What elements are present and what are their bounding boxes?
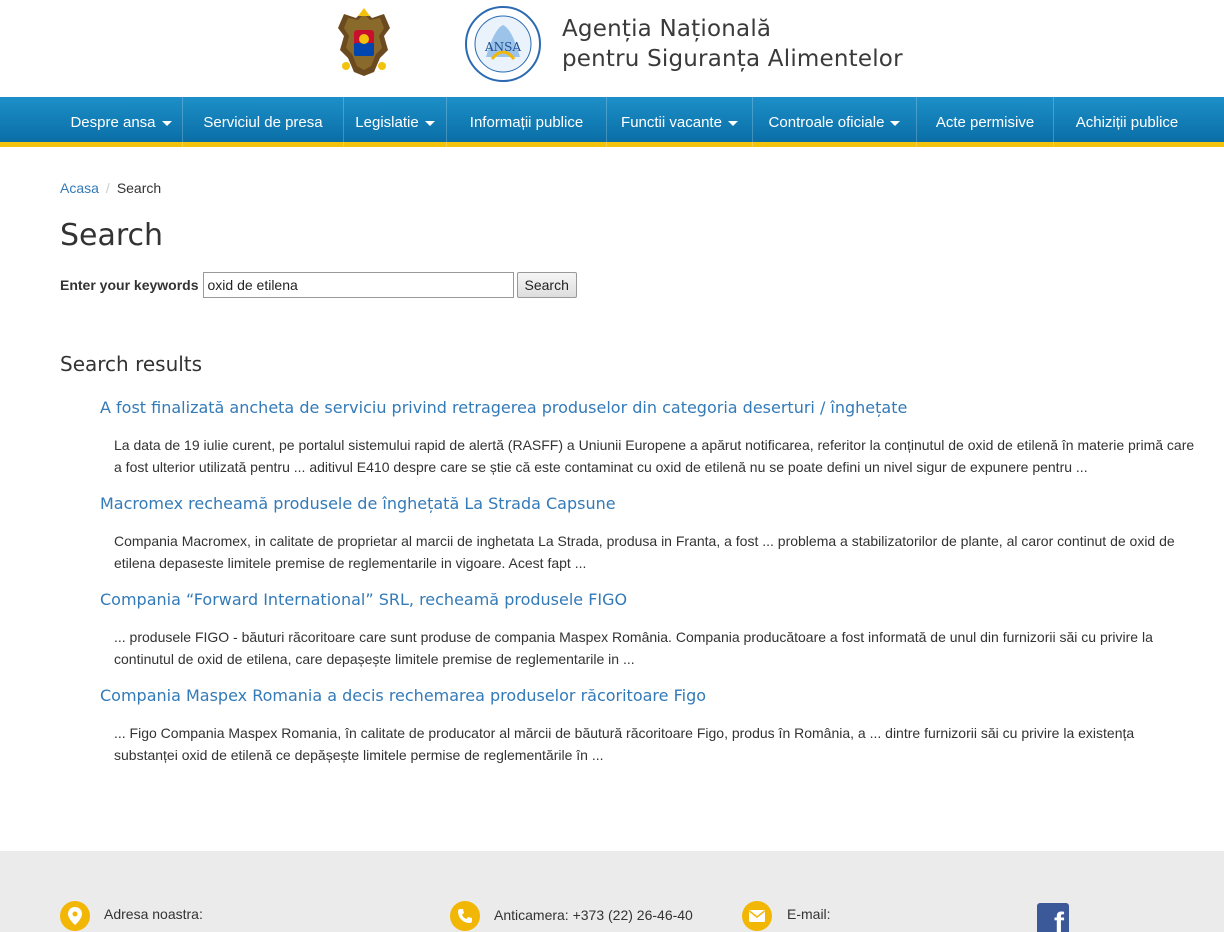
footer-address-label: Adresa noastra: (104, 906, 203, 922)
search-form (60, 272, 577, 298)
search-result-title-link[interactable]: Compania Maspex Romania a decis rechemarea produselor răcoritoare Figo (100, 686, 707, 705)
envelope-icon (742, 901, 772, 931)
nav-item-label: Informații publice (469, 113, 584, 131)
caret-down-icon (728, 121, 738, 126)
search-result-title-link[interactable]: Compania “Forward International” SRL, recheamă produsele FIGO (100, 590, 628, 609)
breadcrumb-separator: / (105, 180, 110, 196)
phone-icon (450, 901, 480, 931)
nav-item-acte-permisive[interactable] (917, 97, 1054, 147)
search-result-snippet: Compania Macromex, in calitate de proprietar al marcii de inghetata La Strada, produsa in Franta, a fost ... problema a stabilizatorilor de plante, al caror continut de oxid de etilena depaseste limitele premise de reglementarile in vigoare. Acest fapt ... (114, 533, 1175, 571)
nav-item-serviciul-de-presa[interactable] (183, 97, 344, 147)
caret-down-icon (425, 121, 435, 126)
nav-item-functii-vacante[interactable] (607, 97, 753, 147)
ansa-logo-icon[interactable] (464, 5, 542, 83)
nav-item-label: Serviciul de presa (203, 113, 323, 131)
breadcrumb-current: Search (116, 180, 162, 196)
page-title: Search (60, 218, 164, 253)
agency-title[interactable] (562, 14, 903, 74)
results-heading: Search results (60, 352, 203, 376)
search-result-title-link[interactable]: A fost finalizată ancheta de serviciu privind retragerea produselor din categoria deserturi / înghețate (100, 398, 908, 417)
site-header (0, 0, 1224, 97)
breadcrumb (60, 180, 161, 196)
nav-item-label: Controale oficiale (768, 113, 885, 131)
footer-email-label: E-mail: (787, 906, 831, 922)
facebook-icon-glyph: f (1054, 907, 1064, 932)
nav-item-controale-oficiale[interactable] (753, 97, 917, 147)
nav-item-despre-ansa[interactable] (60, 97, 183, 147)
search-result-snippet: ... Figo Compania Maspex Romania, în calitate de producator al mărcii de băutură răcoritoare Figo, produs în România, a ... dintre furnizorii săi cu privire la existența substanței oxid de etilenă ce depășește limitele permise de reglementările în ... (114, 725, 1135, 763)
search-result-item (100, 396, 1200, 478)
breadcrumb-home-link[interactable]: Acasa (60, 180, 99, 196)
main-nav (0, 97, 1224, 147)
search-result-item (100, 492, 1200, 574)
nav-item-achizitii-publice[interactable] (1054, 97, 1200, 147)
footer-phone: Anticamera: +373 (22) 26-46-40 (494, 907, 693, 923)
nav-item-label: Despre ansa (70, 113, 156, 131)
nav-item-label: Functii vacante (621, 113, 722, 131)
search-button[interactable]: Search (517, 272, 577, 298)
search-result-title-link[interactable]: Macromex recheamă produsele de înghețată La Strada Capsune (100, 494, 616, 513)
nav-item-informatii-publice[interactable] (447, 97, 607, 147)
search-result-snippet: ... produsele FIGO - băuturi răcoritoare care sunt produse de compania Maspex România. Compania producătoare a fost informată de unul din furnizorii săi cu privire la continutul de oxid de etilena, care depașește limitele premise de reglementarile in ... (114, 629, 1153, 667)
nav-item-label: Legislatie (355, 113, 419, 131)
nav-menu (60, 97, 1200, 147)
search-result-item (100, 684, 1200, 766)
nav-item-legislatie[interactable] (344, 97, 447, 147)
search-result-item (100, 588, 1200, 670)
nav-item-label: Acte permisive (935, 113, 1035, 131)
search-results-list (100, 396, 1200, 780)
ansa-logo-text: ANSA (484, 40, 522, 54)
caret-down-icon (162, 121, 172, 126)
search-input[interactable] (203, 272, 514, 298)
agency-title-line1: Agenția Națională (562, 16, 772, 42)
coat-of-arms-icon[interactable] (334, 6, 394, 80)
location-pin-icon (60, 901, 90, 931)
search-label: Enter your keywords (60, 277, 199, 293)
agency-title-line2: pentru Siguranța Alimentelor (562, 46, 903, 72)
search-result-snippet: La data de 19 iulie curent, pe portalul sistemului rapid de alertă (RASFF) a Uniunii Europene a apărut notificarea, referitor la conținutul de oxid de etilenă în materie primă care a fost ulterior utilizată pentru ... aditivul E410 despre care se știe că este contaminat cu oxid de etilenă nu se poate defini un nivel sigur de expunere pentru ... (114, 437, 1195, 475)
facebook-icon[interactable] (1037, 903, 1069, 932)
nav-item-label: Achiziții publice (1075, 113, 1179, 131)
caret-down-icon (890, 121, 900, 126)
